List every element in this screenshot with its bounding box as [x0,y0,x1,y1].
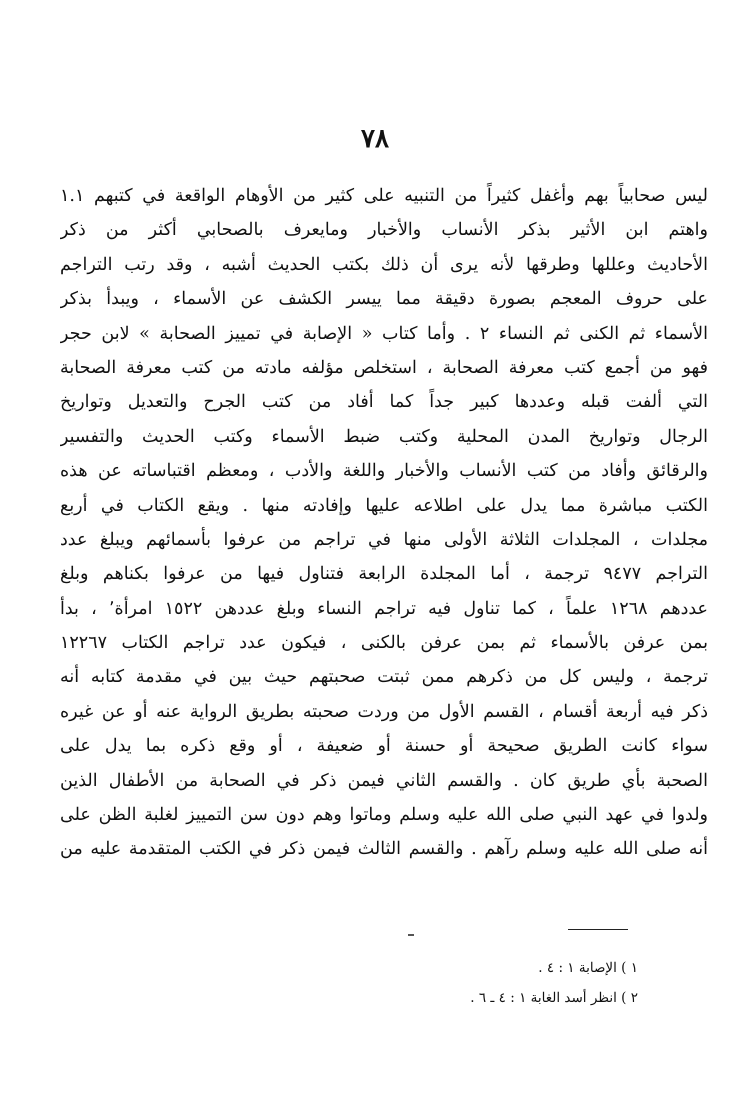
page-number: ٧٨ [361,124,389,154]
text-line: أنه صلى الله عليه وسلم رآهم . والقسم الثالث فيمن ذكر في الكتب المتقدمة عليه من [60,839,708,860]
text-line: على حروف المعجم بصورة دقيقة مما ييسر الكشف عن الأسماء ، ويبدأ بذكر [60,289,708,310]
text-line: ذكر فيه أربعة أقسام ، القسم الأول من وردت صحبته بطريق الرواية عنه أو عن غيره [60,701,708,722]
text-line: الأسماء ثم الكنى ثم النساء ٢ . وأما كتاب « الإصابة في تمييز الصحابة » لابن حجر [60,323,708,344]
text-line: واهتم ابن الأثير بذكر الأنساب والأخبار ومايعرف بالصحابي أكثر من ذكر [60,220,708,241]
text-line: ترجمة ، وليس كل من ذكرهم ممن ثبتت صحبتهم حيث بين في مقدمة كتابه أنه [60,667,708,688]
text-line: الكتب مباشرة مما يدل على اطلاعه عليها وإفادته منها . ويقع الكتاب في أربع [60,495,708,516]
footnote-1: ١ ) الإصابة ١ : ٤ . [538,960,638,976]
body-text [60,179,708,867]
text-line: مجلدات ، المجلدات الثلاثة الأولى منها في تراجم من عرفوا بأسمائهم ويبلغ عدد [60,529,708,550]
footnotes [300,953,638,1013]
text-line: الصحبة بأي طريق كان . والقسم الثاني فيمن ذكر في الصحابة من الأطفال الذين [60,770,708,791]
text-line: الرجال وتواريخ المدن المحلية وكتب ضبط الأسماء وكتب الحديث والتفسير [60,426,708,447]
text-line: التي ألفت قبله وعددها كبير جداً كما أفاد من كتب الجرح والتعديل وتواريخ [60,392,708,413]
text-line: فهو من أجمع كتب معرفة الصحابة ، استخلص مؤلفه مادته من كتب معرفة الصحابة [60,357,708,378]
text-line: التراجم ٩٤٧٧ ترجمة ، أما المجلدة الرابعة فتناول فيها من عرفوا بكناهم وبلغ [60,564,708,585]
text-line: سواء كانت الطريق صحيحة أو حسنة أو ضعيفة ، أو وقع ذكره بما يدل على [60,736,708,757]
text-line: ولدوا في عهد النبي صلى الله عليه وسلم وماتوا وهم دون سن التمييز لغلبة الظن على [60,805,708,826]
text-line: بمن عرفن بالأسماء ثم بمن عرفن بالكنى ، فيكون عدد تراجم الكتاب ١٢٢٦٧ [60,633,708,654]
footnote-divider [568,929,628,930]
footnote-2: ٢ ) انظر أسد الغابة ١ : ٤ ـ ٦ . [470,990,638,1006]
text-line: الأحاديث وعللها وطرقها لأنه يرى أن ذلك بكتب الحديث أشبه ، وقد رتب التراجم [60,254,708,275]
text-line: عددهم ١٢٦٨ علماً ، كما تناول فيه تراجم النساء وبلغ عددهن ١٥٢٢ امرأة٬ ، بدأ [60,598,708,619]
text-line: والرقائق وأفاد من كتب الأنساب والأخبار واللغة والأدب ، ومعظم اقتباساته عن هذه [60,461,708,482]
scan-mark [408,934,414,936]
text-line: ليس صحابياً بهم وأغفل كثيراً من التنبيه على كثير من الأوهام الواقعة في كتبهم ١.١ [60,186,708,206]
